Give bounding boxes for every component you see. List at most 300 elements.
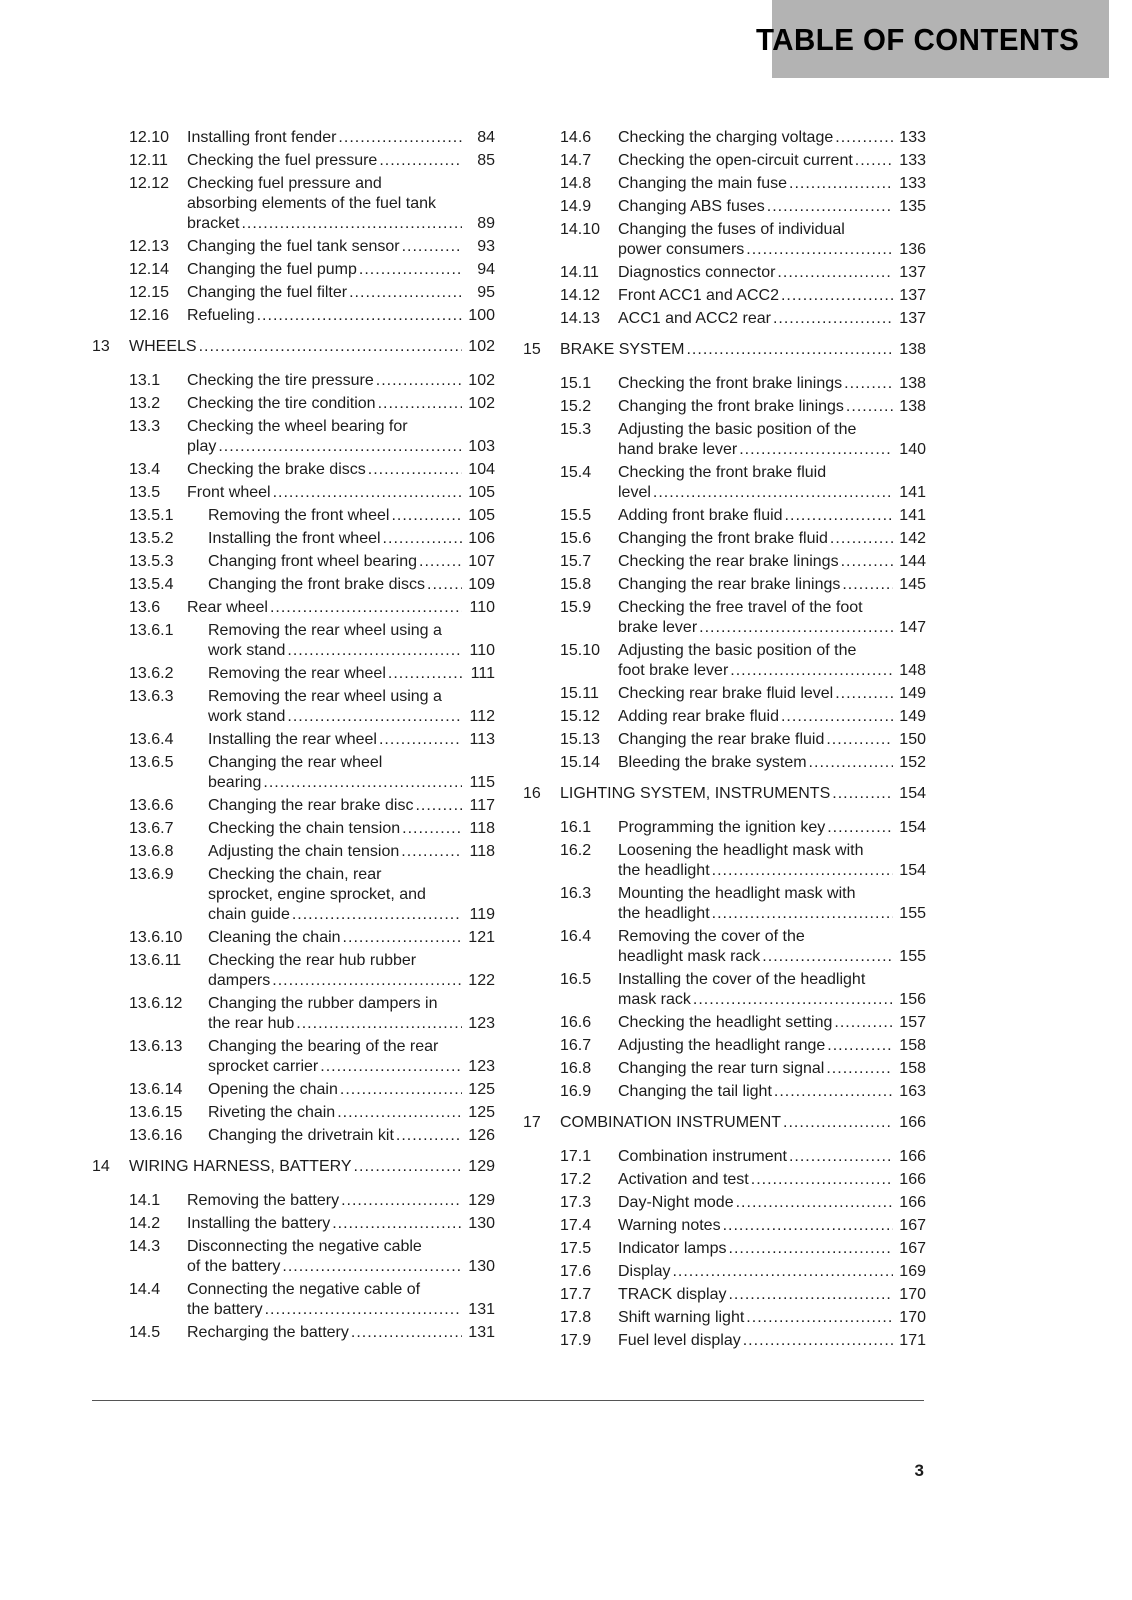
- toc-entry-title: bracket: [187, 215, 240, 232]
- toc-entry-number: 16.8: [560, 1060, 592, 1077]
- toc-entry[interactable]: [523, 220, 926, 260]
- toc-entry-page: 166: [899, 1148, 926, 1165]
- toc-leader-dots: [354, 1157, 462, 1177]
- toc-entry[interactable]: [92, 529, 495, 549]
- toc-leader-dots: [841, 552, 893, 572]
- toc-entry[interactable]: [523, 970, 926, 1010]
- toc-entry-page: 123: [468, 1058, 495, 1075]
- toc-entry-number: 14.10: [560, 221, 601, 238]
- toc-entry-number: 17.7: [560, 1286, 592, 1303]
- toc-entry-title: Programming the ignition key: [618, 819, 826, 836]
- toc-entry-number: 13.6.5: [129, 754, 174, 771]
- toc-leader-dots: [376, 371, 462, 391]
- toc-entry[interactable]: [523, 174, 926, 194]
- toc-entry-number: 16: [523, 785, 541, 802]
- toc-entry[interactable]: [92, 1191, 495, 1211]
- toc-entry-page: 115: [469, 774, 495, 791]
- toc-entry-title-line: Removing the rear wheel using a: [208, 688, 442, 705]
- toc-entry[interactable]: [523, 506, 926, 526]
- toc-entry[interactable]: [523, 420, 926, 460]
- toc-entry-page: 103: [468, 438, 495, 455]
- toc-entry[interactable]: [92, 151, 495, 171]
- toc-entry-page: 136: [899, 241, 926, 258]
- toc-entry-page: 131: [468, 1301, 495, 1318]
- toc-entry-title: COMBINATION INSTRUMENT: [560, 1114, 782, 1131]
- toc-entry[interactable]: [523, 529, 926, 549]
- toc-entry-number: 13.6.9: [129, 866, 174, 883]
- toc-entry-number: 17.1: [560, 1148, 592, 1165]
- toc-entry[interactable]: [523, 841, 926, 881]
- toc-entry[interactable]: [523, 1262, 926, 1282]
- toc-entry-title: Display: [618, 1263, 671, 1280]
- toc-entry-title: the rear hub: [208, 1015, 295, 1032]
- toc-entry-title: Checking the chain tension: [208, 820, 401, 837]
- toc-entry-title: Combination instrument: [618, 1148, 787, 1165]
- toc-entry[interactable]: [92, 552, 495, 572]
- toc-entry[interactable]: [92, 819, 495, 839]
- toc-entry[interactable]: [92, 1323, 495, 1343]
- toc-entry[interactable]: [523, 374, 926, 394]
- toc-entry[interactable]: [92, 687, 495, 727]
- toc-entry-title: Diagnostics connector: [618, 264, 776, 281]
- toc-leader-dots: [827, 1036, 893, 1056]
- toc-leader-dots: [296, 1014, 462, 1034]
- toc-entry-title-line: Disconnecting the negative cable: [187, 1238, 422, 1255]
- toc-entry-number: 14.2: [129, 1215, 161, 1232]
- toc-entry[interactable]: [92, 598, 495, 618]
- toc-entry-page: 117: [469, 797, 495, 814]
- toc-entry-page: 121: [468, 929, 495, 946]
- toc-entry[interactable]: [523, 753, 926, 773]
- toc-entry-page: 112: [469, 708, 495, 725]
- toc-entry[interactable]: [92, 621, 495, 661]
- toc-entry-number: 13.4: [129, 461, 161, 478]
- toc-entry-number: 15.7: [560, 553, 592, 570]
- toc-entry-title: Installing the battery: [187, 1215, 331, 1232]
- toc-entry-title: Cleaning the chain: [208, 929, 341, 946]
- toc-entry[interactable]: [92, 1214, 495, 1234]
- toc-entry-page: 137: [899, 310, 926, 327]
- toc-entry-number: 13.6.4: [129, 731, 174, 748]
- toc-entry-page: 138: [899, 375, 926, 392]
- toc-entry-title: Riveting the chain: [208, 1104, 336, 1121]
- toc-entry-title: Checking the charging voltage: [618, 129, 834, 146]
- toc-entry-number: 15.6: [560, 530, 592, 547]
- toc-leader-dots: [401, 842, 462, 862]
- toc-entry-page: 129: [468, 1158, 495, 1175]
- toc-leader-dots: [378, 394, 462, 414]
- toc-entry[interactable]: [523, 707, 926, 727]
- toc-entry-number: 14.9: [560, 198, 592, 215]
- toc-entry-title: brake lever: [618, 619, 698, 636]
- toc-entry-page: 102: [468, 395, 495, 412]
- toc-entry-page: 113: [469, 731, 495, 748]
- toc-entry-number: 16.9: [560, 1083, 592, 1100]
- toc-entry-page: 155: [899, 948, 926, 965]
- toc-entry[interactable]: [523, 1113, 926, 1133]
- toc-entry-page: 105: [468, 507, 495, 524]
- toc-entry-title-line: Changing the rubber dampers in: [208, 995, 438, 1012]
- toc-entry-page: 169: [899, 1263, 926, 1280]
- toc-entry-title: Removing the rear wheel: [208, 665, 386, 682]
- toc-entry-page: 171: [899, 1332, 926, 1349]
- toc-leader-dots: [368, 460, 462, 480]
- toc-entry-number: 14.11: [560, 264, 599, 281]
- toc-entry-page: 163: [899, 1083, 926, 1100]
- toc-entry-title: Rear wheel: [187, 599, 268, 616]
- toc-entry-number: 13.5.4: [129, 576, 174, 593]
- toc-entry-page: 133: [899, 152, 926, 169]
- toc-entry-number: 12.16: [129, 307, 170, 324]
- toc-entry-page: 130: [468, 1258, 495, 1275]
- toc-entry-title: Changing the fuel pump: [187, 261, 357, 278]
- toc-entry-title: Installing front fender: [187, 129, 337, 146]
- toc-entry-title: hand brake lever: [618, 441, 738, 458]
- toc-entry[interactable]: [92, 865, 495, 925]
- toc-leader-dots: [827, 818, 893, 838]
- toc-entry[interactable]: [92, 1080, 495, 1100]
- toc-entry-page: 154: [899, 785, 926, 802]
- page-title: TABLE OF CONTENTS: [755, 22, 1079, 57]
- toc-entry-number: 14.6: [560, 129, 592, 146]
- toc-entry-title: Installing the front wheel: [208, 530, 381, 547]
- toc-entry[interactable]: [92, 994, 495, 1034]
- toc-entry[interactable]: [523, 818, 926, 838]
- toc-entry[interactable]: [523, 684, 926, 704]
- toc-entry[interactable]: [523, 1216, 926, 1236]
- toc-entry-number: 13.5.1: [129, 507, 174, 524]
- toc-entry-page: 129: [468, 1192, 495, 1209]
- toc-entry[interactable]: [92, 575, 495, 595]
- toc-entry[interactable]: [523, 927, 926, 967]
- toc-entry-number: 14.8: [560, 175, 592, 192]
- toc-entry-page: 141: [899, 507, 926, 524]
- toc-leader-dots: [712, 904, 893, 924]
- toc-entry-title: Changing the tail light: [618, 1083, 772, 1100]
- toc-entry-number: 14.7: [560, 152, 592, 169]
- toc-leader-dots: [762, 947, 893, 967]
- toc-entry-number: 15.12: [560, 708, 601, 725]
- toc-entry[interactable]: [92, 371, 495, 391]
- toc-leader-dots: [343, 928, 462, 948]
- toc-leader-dots: [832, 784, 893, 804]
- toc-entry-page: 95: [477, 284, 495, 301]
- toc-entry-title: bearing: [208, 774, 262, 791]
- toc-entry-page: 137: [899, 287, 926, 304]
- toc-entry-page: 106: [468, 530, 495, 547]
- toc-leader-dots: [383, 529, 462, 549]
- toc-entry-title: Removing the battery: [187, 1192, 340, 1209]
- toc-entry[interactable]: [92, 753, 495, 793]
- toc-leader-dots: [835, 684, 893, 704]
- toc-entry-page: 166: [899, 1171, 926, 1188]
- toc-entry-number: 13.6.12: [129, 995, 183, 1012]
- toc-leader-dots: [402, 237, 462, 257]
- toc-entry-title-line: Adjusting the basic position of the: [618, 421, 857, 438]
- toc-entry-title: sprocket carrier: [208, 1058, 319, 1075]
- toc-entry[interactable]: [523, 1036, 926, 1056]
- toc-leader-dots: [273, 483, 462, 503]
- toc-leader-dots: [785, 506, 893, 526]
- toc-entry-page: 133: [899, 175, 926, 192]
- toc-entry-title: level: [618, 484, 651, 501]
- toc-leader-dots: [723, 1216, 893, 1236]
- toc-entry[interactable]: [523, 128, 926, 148]
- toc-entry-number: 14.13: [560, 310, 601, 327]
- toc-entry-number: 15.9: [560, 599, 592, 616]
- toc-leader-dots: [830, 529, 893, 549]
- toc-entry[interactable]: [92, 260, 495, 280]
- toc-entry[interactable]: [523, 1239, 926, 1259]
- toc-entry-number: 16.7: [560, 1037, 592, 1054]
- toc-entry[interactable]: [523, 463, 926, 503]
- toc-entry-title: Checking rear brake fluid level: [618, 685, 834, 702]
- toc-entry-title: dampers: [208, 972, 271, 989]
- toc-entry[interactable]: [92, 1037, 495, 1077]
- toc-leader-dots: [199, 337, 462, 357]
- toc-leader-dots: [292, 905, 462, 925]
- toc-entry[interactable]: [92, 394, 495, 414]
- toc-entry[interactable]: [523, 263, 926, 283]
- toc-entry-number: 14.4: [129, 1281, 161, 1298]
- toc-entry-title: Changing the front brake linings: [618, 398, 844, 415]
- toc-entry-title: work stand: [208, 642, 286, 659]
- toc-entry[interactable]: [523, 286, 926, 306]
- toc-entry-page: 84: [477, 129, 495, 146]
- toc-entry[interactable]: [92, 1126, 495, 1146]
- toc-entry[interactable]: [92, 283, 495, 303]
- toc-entry[interactable]: [523, 1082, 926, 1102]
- toc-entry-title: of the battery: [187, 1258, 281, 1275]
- toc-entry-number: 15.2: [560, 398, 592, 415]
- toc-entry[interactable]: [523, 641, 926, 681]
- toc-entry[interactable]: [92, 1237, 495, 1277]
- toc-entry-page: 122: [468, 972, 495, 989]
- toc-entry-page: 110: [469, 642, 495, 659]
- toc-leader-dots: [351, 1323, 462, 1343]
- toc-entry-page: 107: [468, 553, 495, 570]
- toc-entry-title: Checking the tire condition: [187, 395, 376, 412]
- toc-entry-number: 16.4: [560, 928, 592, 945]
- toc-entry[interactable]: [92, 237, 495, 257]
- toc-entry[interactable]: [92, 730, 495, 750]
- toc-entry[interactable]: [92, 1157, 495, 1177]
- toc-entry-page: 145: [899, 576, 926, 593]
- toc-entry-number: 15.10: [560, 642, 601, 659]
- toc-entry-title: Changing the fuel tank sensor: [187, 238, 400, 255]
- toc-entry-number: 15.1: [560, 375, 592, 392]
- toc-entry[interactable]: [92, 417, 495, 457]
- toc-leader-dots: [842, 575, 893, 595]
- toc-entry[interactable]: [523, 1331, 926, 1351]
- toc-entry[interactable]: [92, 928, 495, 948]
- toc-entry-title: Day-Night mode: [618, 1194, 734, 1211]
- toc-entry-title: Fuel level display: [618, 1332, 741, 1349]
- toc-entry-page: 150: [899, 731, 926, 748]
- toc-entry-title-line: Adjusting the basic position of the: [618, 642, 857, 659]
- toc-entry-title-line: Changing the rear wheel: [208, 754, 383, 771]
- page-number: 3: [914, 1461, 924, 1480]
- toc-entry[interactable]: [523, 340, 926, 360]
- toc-entry[interactable]: [92, 483, 495, 503]
- toc-entry-title: Opening the chain: [208, 1081, 338, 1098]
- toc-entry-page: 137: [899, 264, 926, 281]
- toc-entry-page: 89: [477, 215, 495, 232]
- toc-entry-title: Checking the tire pressure: [187, 372, 374, 389]
- toc-entry[interactable]: [92, 128, 495, 148]
- toc-leader-dots: [257, 306, 462, 326]
- toc-entry-number: 13.6.14: [129, 1081, 183, 1098]
- toc-entry-number: 13.2: [129, 395, 161, 412]
- toc-entry[interactable]: [92, 842, 495, 862]
- header-tab: [755, 0, 1109, 78]
- toc-entry[interactable]: [523, 151, 926, 171]
- toc-entry[interactable]: [523, 1170, 926, 1190]
- toc-leader-dots: [332, 1214, 462, 1234]
- toc-entry[interactable]: [523, 598, 926, 638]
- toc-leader-dots: [265, 1300, 462, 1320]
- toc-entry-page: 142: [899, 530, 926, 547]
- toc-entry-title: Checking the fuel pressure: [187, 152, 378, 169]
- toc-entry-page: 94: [477, 261, 495, 278]
- toc-entry-page: 170: [899, 1309, 926, 1326]
- toc-leader-dots: [789, 174, 893, 194]
- toc-entry-title: Front ACC1 and ACC2: [618, 287, 779, 304]
- toc-entry[interactable]: [523, 1147, 926, 1167]
- toc-leader-dots: [743, 1331, 893, 1351]
- toc-entry-title: power consumers: [618, 241, 745, 258]
- toc-entry[interactable]: [523, 884, 926, 924]
- toc-leader-dots: [340, 1080, 462, 1100]
- toc-entry[interactable]: [92, 796, 495, 816]
- toc-leader-dots: [415, 796, 462, 816]
- toc-entry[interactable]: [92, 664, 495, 684]
- toc-leader-dots: [287, 707, 462, 727]
- toc-entry-number: 13.6.11: [129, 952, 182, 969]
- toc-entry[interactable]: [523, 397, 926, 417]
- toc-entry-title: Changing the drivetrain kit: [208, 1127, 394, 1144]
- toc-leader-dots: [774, 1082, 893, 1102]
- toc-entry[interactable]: [92, 506, 495, 526]
- toc-leader-dots: [672, 1262, 893, 1282]
- toc-entry-title: Changing the front brake fluid: [618, 530, 828, 547]
- toc-entry[interactable]: [92, 306, 495, 326]
- toc-entry-title: Changing front wheel bearing: [208, 553, 418, 570]
- toc-leader-dots: [427, 575, 462, 595]
- toc-entry[interactable]: [523, 575, 926, 595]
- toc-entry-page: 157: [899, 1014, 926, 1031]
- toc-leader-dots: [338, 128, 462, 148]
- toc-leader-dots: [388, 664, 462, 684]
- toc-entry-number: 14.5: [129, 1324, 161, 1341]
- toc-entry-number: 15.14: [560, 754, 601, 771]
- toc-entry-title: Checking the brake discs: [187, 461, 366, 478]
- toc-leader-dots: [789, 1147, 893, 1167]
- toc-entry-title-line: Removing the rear wheel using a: [208, 622, 442, 639]
- toc-entry-title: Adding front brake fluid: [618, 507, 783, 524]
- toc-entry-number: 13.5.2: [129, 530, 174, 547]
- toc-entry-page: 104: [468, 461, 495, 478]
- toc-entry-title: mask rack: [618, 991, 691, 1008]
- toc-entry-page: 123: [468, 1015, 495, 1032]
- toc-entry-title-line: Changing the bearing of the rear: [208, 1038, 439, 1055]
- toc-leader-dots: [686, 340, 893, 360]
- toc-entry-title: Adjusting the chain tension: [208, 843, 400, 860]
- toc-entry[interactable]: [523, 1193, 926, 1213]
- toc-entry[interactable]: [92, 951, 495, 991]
- toc-entry-page: 133: [899, 129, 926, 146]
- toc-leader-dots: [730, 661, 893, 681]
- toc-entry-number: 17.9: [560, 1332, 592, 1349]
- toc-entry-title: Changing the rear brake fluid: [618, 731, 825, 748]
- toc-entry-page: 170: [899, 1286, 926, 1303]
- toc-entry-page: 131: [468, 1324, 495, 1341]
- toc-entry-page: 110: [469, 599, 495, 616]
- toc-entry-page: 147: [899, 619, 926, 636]
- toc-entry[interactable]: [92, 174, 495, 234]
- toc-entry[interactable]: [523, 1308, 926, 1328]
- toc-entry-title-line: sprocket, engine sprocket, and: [208, 886, 426, 903]
- toc-entry-page: 85: [477, 152, 495, 169]
- toc-entry[interactable]: [523, 1059, 926, 1079]
- toc-entry-title: Front wheel: [187, 484, 271, 501]
- toc-entry-title: Warning notes: [618, 1217, 721, 1234]
- toc-entry[interactable]: [523, 309, 926, 329]
- toc-entry-number: 15: [523, 341, 541, 358]
- toc-entry-title-line: Checking the chain, rear: [208, 866, 382, 883]
- toc-leader-dots: [781, 286, 893, 306]
- toc-entry-number: 15.4: [560, 464, 592, 481]
- toc-entry[interactable]: [523, 730, 926, 750]
- toc-entry-title: Changing the front brake discs: [208, 576, 426, 593]
- toc-entry[interactable]: [523, 1013, 926, 1033]
- toc-entry[interactable]: [523, 784, 926, 804]
- toc-leader-dots: [349, 283, 462, 303]
- toc-entry[interactable]: [92, 337, 495, 357]
- toc-column-right: [523, 128, 926, 1354]
- toc-leader-dots: [282, 1257, 462, 1277]
- toc-entry-number: 14.12: [560, 287, 601, 304]
- toc-entry[interactable]: [92, 460, 495, 480]
- toc-leader-dots: [218, 437, 462, 457]
- toc-entry-number: 16.6: [560, 1014, 592, 1031]
- toc-leader-dots: [773, 309, 893, 329]
- toc-entry-number: 16.3: [560, 885, 592, 902]
- toc-entry-page: 141: [899, 484, 926, 501]
- toc-entry-title: the headlight: [618, 905, 710, 922]
- toc-entry-page: 140: [899, 441, 926, 458]
- toc-leader-dots: [270, 598, 462, 618]
- toc-entry-title: foot brake lever: [618, 662, 729, 679]
- toc-entry-number: 13.6.1: [129, 622, 174, 639]
- toc-entry[interactable]: [92, 1280, 495, 1320]
- toc-entry-number: 14: [92, 1158, 110, 1175]
- toc-entry-number: 13.6.15: [129, 1104, 183, 1121]
- toc-entry-number: 15.11: [560, 685, 599, 702]
- toc-entry-number: 17: [523, 1114, 541, 1131]
- toc-entry-title-line: Removing the cover of the: [618, 928, 805, 945]
- toc-entry-title: Changing the rear brake disc: [208, 797, 414, 814]
- toc-entry[interactable]: [523, 197, 926, 217]
- toc-entry-page: 166: [899, 1114, 926, 1131]
- toc-entry[interactable]: [523, 552, 926, 572]
- toc-leader-dots: [783, 1113, 893, 1133]
- toc-entry[interactable]: [523, 1285, 926, 1305]
- toc-entry-page: 158: [899, 1037, 926, 1054]
- toc-column-left: [92, 128, 495, 1346]
- toc-entry-page: 118: [469, 843, 495, 860]
- toc-entry[interactable]: [92, 1103, 495, 1123]
